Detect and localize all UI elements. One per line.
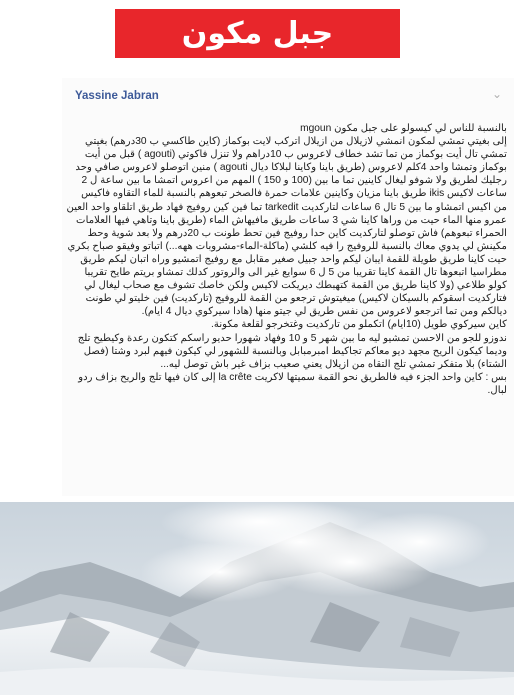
post-paragraph: بس : كاين واحد الجزء فيه فالطريق نحو القمة سميتها لاكريت la crête إلى كان فيها تلج والريح بزاف ردو لبال. <box>78 371 507 396</box>
post-paragraph: ندوزو للجو من الاحسن تمشيو ليه ما بين شهر 5 و 10 وفهاد شهورا حديو راسكم كتكون رعدة وكيطيح تلج وديما كيكون الريح مجهد ديو معاكم تجاكيط امبرمبابل وبالنسبة للشهور لي كيكون فيهم لبرد وشتا (فصل الشتاء) بلا متفكر تمشي تلج التقاه من ازيلال يعني صعيب بزاف غير باش توصل ليه... <box>77 332 507 370</box>
snowy-mountain-image <box>0 502 514 695</box>
post-paragraph: إلى بغيتي تمشي لمكون انمشي لازيلال من ازيلال اتركب لايت بوكماز (كاين طاكسي ب 30درهم) بغيتي تمشي تال أيت بوكماز من تما تشد خطاف لاعروس ب 10دراهم ولا تنزل فاكوتي (agouti ) قبل من أيت بوكماز وتمشا واحد 4كلم لاعروس (طريق باينا وكاينا لبلاكا ديال agouti ) منين اتوصلو لاعروس صافي وحد رجليك لطريق ولا شوفو ليغال كاينين تما ما بين (100 و 150 ) المهم من اعروس اتمشا ما بين ساعة ل 2 ساعات لاكيس ikis طريق باينا مزيان وكاينين علامات حمرة فالصخر تبعوهم بالنسبة للماء التقاوه فاكيس من اكيس اتمشاو ما بين 5 تال 6 ساعات لتاركديت tarkedit تما فين كين روفيج فهاد طريق اتلقاو واحد العين عمرو منها الماء حيت من وراها كاينا شي 3 ساعات طريق مافيهاش الماء (طريق باينا وتاهي فيها العلامات الحمراء تبعوهم) فاش توصلو لتاركديت كاين حدا روفيج فين تحط طونت ب 20درهم ولا بعد شوية وحط مكينش لي يدوي معاك بالنسبة للروفيج را فيه كلشي (ماكلة-الماء-مشروبات ههه...) اتباتو وفيقو صباح بكري حيت كاينا طريق طويلة للقمة ايبان ليكم واحد جبيل صغير مقابل مع روفيج اتمشيو وراه اتبان ليكم طريق مطراسيا اتبعوها تال القمة كاينا تقريبا من 5 ل 6 سوايع غير الى والروتور كدلك تمشاو بريتم طايح تقريبا كولو طلاعي (ولا كاينا طريق من القمة كتهبطك ديريكت لاكيس ولكن خاصك تشوف مع صحاب ليغال لي فتاركديت اسقوكم بالسيكان لاكيس) ميغيتوش ترجعو من القمة للروفيج (تاركديت) فين خليتو لي طونت ديالكم ومن تما اترجعو لاعروس من نفس طريق لي جيتو منها (هادا سيركوي ديال 4 ايام). <box>66 136 507 318</box>
post-body <box>66 122 507 397</box>
chevron-down-icon[interactable]: ⌄ <box>491 87 502 101</box>
post-paragraph: بالنسبة للناس لي كيسولو على جبل مكون mgoun <box>300 123 507 134</box>
banner-title: جبل مكون <box>181 16 334 51</box>
mountain-photo <box>0 502 514 695</box>
post-paragraph: كاين سيركوي طويل (10ايام) اتكملو من تاركديت وغتخرجو لقلعة مكونة. <box>211 319 507 331</box>
title-banner <box>115 9 400 58</box>
author-name[interactable]: Yassine Jabran <box>75 90 159 102</box>
post-card <box>62 78 514 496</box>
